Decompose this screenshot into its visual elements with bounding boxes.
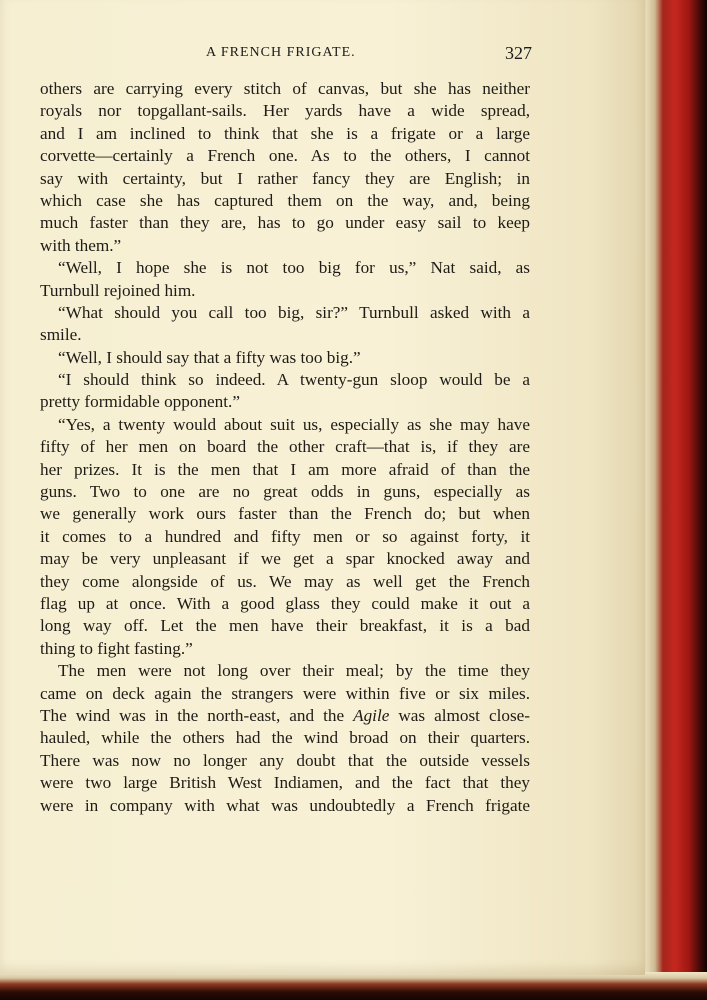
- text-line: came on deck again the strangers were within five or six miles.: [40, 683, 530, 703]
- text-line: say with certainty, but I rather fancy they are English; in: [40, 168, 530, 188]
- text-line: much faster than they are, has to go under easy sail to keep: [40, 213, 530, 233]
- text-line: pretty formidable opponent.”: [40, 392, 240, 412]
- italic-ship-name: Agile: [353, 705, 390, 725]
- text-line: smile.: [40, 325, 82, 345]
- text-line: which case she has captured them on the way, and, being: [40, 190, 530, 210]
- text-line: fifty of her men on board the other craft—that is, if they are: [40, 437, 530, 457]
- text-line: they come alongside of us. We may as well get the French: [40, 571, 530, 591]
- text-line: hauled, while the others had the wind broad on their quarters.: [40, 728, 530, 748]
- text-line: with them.”: [40, 235, 122, 255]
- text-line: were two large British West Indiamen, and the fact that they: [40, 773, 530, 793]
- text-line: and I am inclined to think that she is a frigate or a large: [40, 123, 530, 143]
- text-line: “Well, I hope she is not too big for us,” Nat said, as: [58, 258, 530, 278]
- text-line: Turnbull rejoined him.: [40, 280, 196, 300]
- running-head: A FRENCH FRIGATE.: [206, 45, 356, 60]
- text-line: her prizes. It is the men that I am more afraid of than the: [40, 459, 530, 479]
- page-bottom-edge: [0, 972, 707, 1000]
- book-edge: [641, 0, 707, 1000]
- text-line: thing to fight fasting.”: [40, 638, 193, 658]
- text-line: “What should you call too big, sir?” Turnbull asked with a: [58, 302, 530, 322]
- text-line: we generally work ours faster than the French do; but when: [40, 504, 530, 524]
- text-line: The wind was in the north-east, and the Agile was almost close-: [40, 705, 530, 725]
- page-number: 327: [505, 43, 532, 63]
- text-line: flag up at once. With a good glass they could make it out a: [40, 593, 530, 613]
- text-line: guns. Two to one are no great odds in guns, especially as: [40, 482, 530, 502]
- text-line: corvette—certainly a French one. As to the others, I cannot: [40, 146, 530, 166]
- text-line: others are carrying every stitch of canvas, but she has neither: [40, 79, 530, 98]
- text-line: The men were not long over their meal; by the time they: [58, 661, 530, 681]
- text-line: “Yes, a twenty would about suit us, especially as she may have: [58, 414, 530, 434]
- text-line: “Well, I should say that a fifty was too big.”: [58, 347, 361, 367]
- text-line: it comes to a hundred and fifty men or so against forty, it: [40, 526, 530, 546]
- text-line: royals nor topgallant-sails. Her yards have a wide spread,: [40, 101, 530, 121]
- text-line: “I should think so indeed. A twenty-gun sloop would be a: [58, 370, 530, 390]
- text-line: were in company with what was undoubtedly a French frigate: [40, 795, 530, 815]
- text-line: may be very unpleasant if we get a spar knocked away and: [40, 549, 530, 569]
- text-line: long way off. Let the men have their breakfast, it is a bad: [40, 616, 530, 636]
- body-text: [40, 78, 530, 817]
- text-line: There was now no longer any doubt that the outside vessels: [40, 750, 530, 770]
